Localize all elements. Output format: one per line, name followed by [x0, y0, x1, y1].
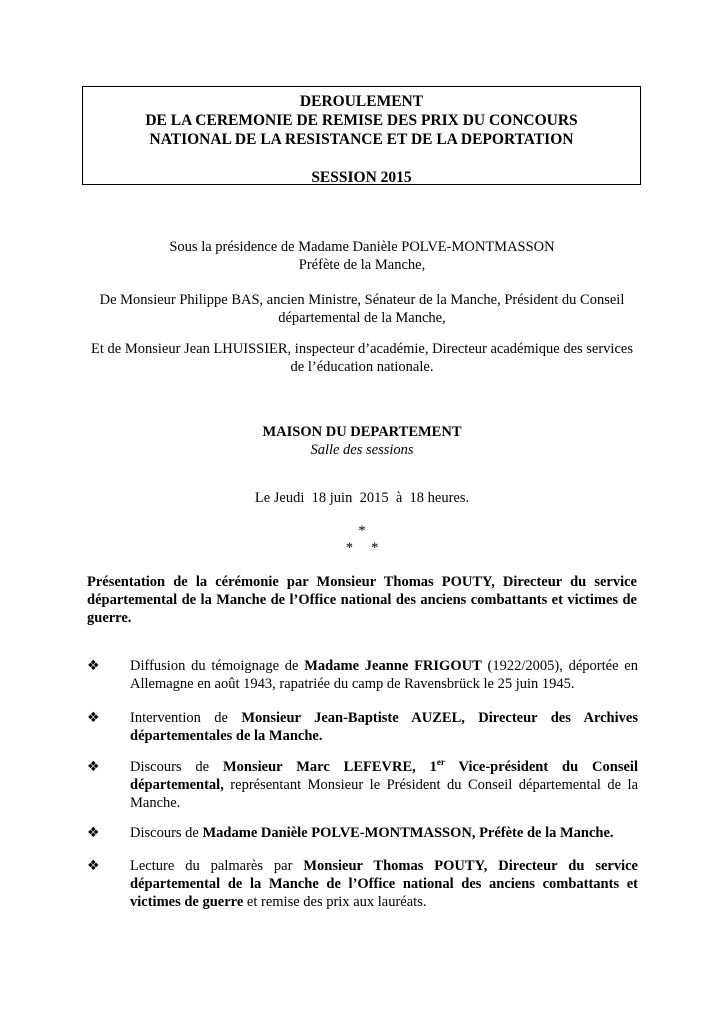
list-item-text: [130, 758, 638, 812]
title-line-2: DE LA CEREMONIE DE REMISE DES PRIX DU CONCOURS: [145, 112, 578, 129]
item-1-text-b: Madame Jeanne FRIGOUT: [304, 658, 482, 674]
item-1-text-a: Diffusion du témoignage de: [130, 658, 305, 674]
diamond-bullet-icon: ❖: [87, 825, 100, 841]
title-line-3: NATIONAL DE LA RESISTANCE ET DE LA DEPORTATION: [149, 131, 574, 148]
presidence-paragraph-2: [82, 291, 642, 327]
venue-room: Salle des sessions: [310, 442, 414, 458]
item-5-text-c: et remise des prix aux lauréats.: [243, 894, 427, 910]
item-2-text-a: Intervention de: [130, 710, 242, 726]
item-3-text-b: Monsieur Marc LEFEVRE, 1: [223, 759, 437, 775]
diamond-bullet-icon: ❖: [87, 858, 100, 874]
item-3-text-c: Vice-président du Conseil départemental,: [130, 759, 638, 793]
item-4-text-b: Madame Danièle POLVE-MONTMASSON, Préfète de la Manche.: [202, 825, 614, 841]
diamond-bullet-icon: ❖: [87, 759, 100, 775]
diamond-bullet-icon: ❖: [87, 710, 100, 726]
list-item-text: [130, 657, 638, 693]
item-5-text-b: Monsieur Thomas POUTY, Directeur du service départemental de la Manche de l’Office national des anciens combattants et victimes de guerre: [130, 858, 638, 910]
list-item-text: [130, 709, 638, 745]
session-title: SESSION 2015: [311, 169, 412, 186]
title-line-1: DEROULEMENT: [299, 93, 424, 110]
venue-block: [82, 423, 642, 459]
presidence-3-line-1: Et de Monsieur Jean LHUISSIER, inspecteur d’académie, Directeur académique des services: [91, 341, 633, 357]
list-item-text: [130, 857, 638, 911]
presentation-paragraph: Présentation de la cérémonie par Monsieur Thomas POUTY, Directeur du service départemental de la Manche de l’Office national des anciens combattants et victimes de guerre.: [87, 574, 637, 626]
item-4-text-a: Discours de: [130, 825, 203, 841]
presidence-paragraph-1: [82, 238, 642, 274]
item-3-text-a: Discours de: [130, 759, 223, 775]
presidence-paragraph-3: [82, 340, 642, 376]
item-3-text-d: représentant Monsieur le Président du Conseil départemental de la Manche.: [130, 777, 638, 811]
diamond-bullet-icon: ❖: [87, 658, 100, 674]
separator-bottom: * *: [345, 540, 379, 556]
presidence-1-line-1: Sous la présidence de Madame Danièle POLVE-MONTMASSON: [169, 239, 555, 255]
item-5-text-a: Lecture du palmarès par: [130, 858, 304, 874]
title-box: [82, 86, 641, 185]
presidence-1-line-2: Préfète de la Manche,: [298, 257, 426, 273]
item-2-text-b: Monsieur Jean-Baptiste AUZEL, Directeur des Archives départementales de la Manche.: [130, 710, 638, 744]
presidence-2-line-1: De Monsieur Philippe BAS, ancien Ministre, Sénateur de la Manche, Président du Conseil: [99, 292, 625, 308]
item-3-superscript: er: [436, 757, 445, 768]
separator-top: *: [358, 523, 366, 539]
item-1-text-c: (1922/2005), déportée en Allemagne en août 1943, rapatriée du camp de Ravensbrück le 25 juin 1945.: [130, 658, 638, 692]
venue-name: MAISON DU DEPARTEMENT: [262, 424, 462, 440]
presidence-2-line-2: départemental de la Manche,: [278, 310, 446, 326]
list-item-text: [130, 824, 638, 842]
event-date: Le Jeudi 18 juin 2015 à 18 heures.: [254, 490, 470, 506]
presidence-3-line-2: de l’éducation nationale.: [290, 359, 434, 375]
